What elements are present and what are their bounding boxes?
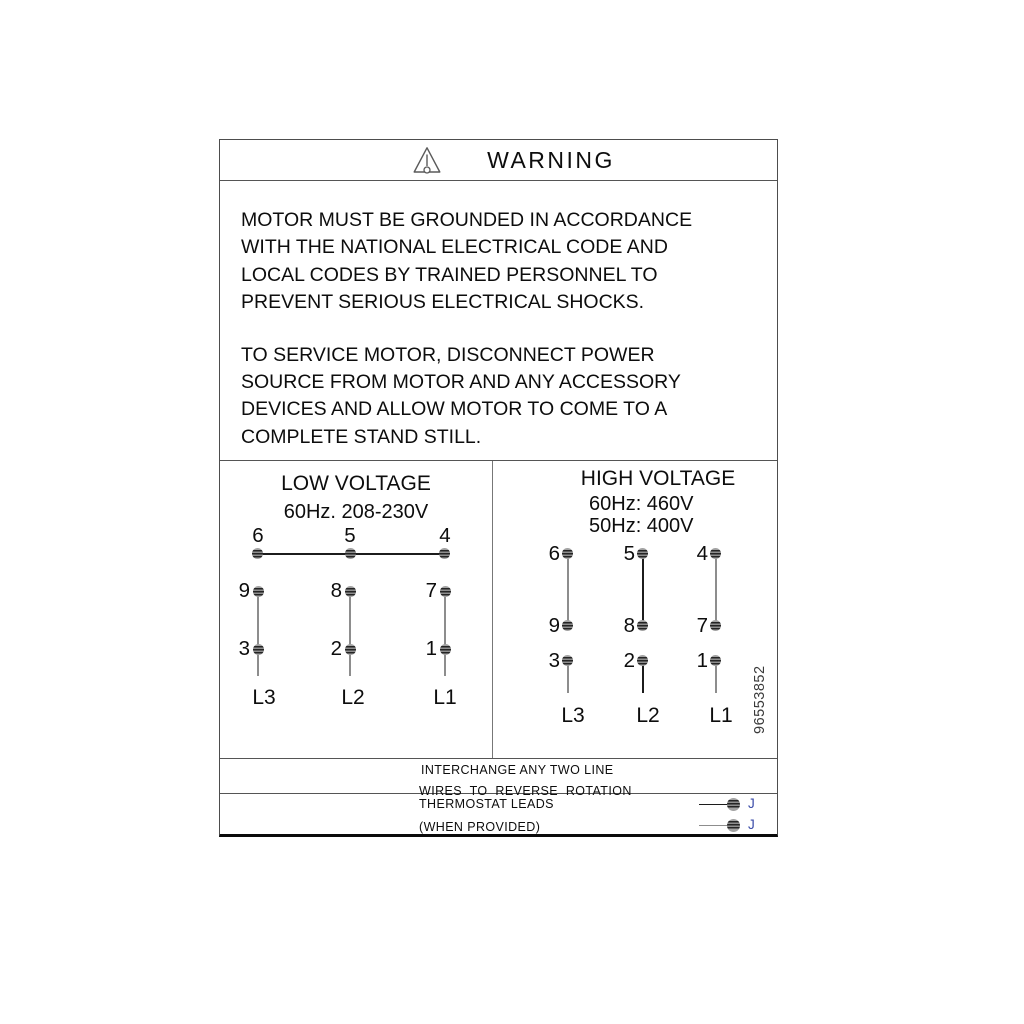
terminal-number: 3 — [238, 637, 250, 660]
part-number: 96553852 — [752, 665, 768, 735]
wiring-diagrams-section — [220, 461, 777, 759]
wire-8-2-l2 — [349, 592, 351, 676]
thermostat-lead-terminal-2 — [727, 819, 740, 832]
low-voltage-title: LOW VOLTAGE — [281, 472, 431, 495]
terminal-number: 7 — [696, 614, 708, 637]
terminal-number: 9 — [238, 579, 250, 602]
screw-terminal — [345, 586, 356, 597]
screw-terminal — [562, 548, 573, 559]
screw-terminal — [252, 548, 263, 559]
wire-7-1-l1 — [444, 592, 446, 676]
screw-terminal — [710, 655, 721, 666]
high-voltage-panel — [493, 461, 777, 758]
line-label-l2: L2 — [341, 686, 365, 709]
terminal-number: 1 — [425, 637, 437, 660]
screw-terminal — [637, 655, 648, 666]
motor-warning-label — [219, 139, 778, 837]
line-label-l1: L1 — [433, 686, 457, 709]
high-voltage-50hz: 50Hz: 400V — [589, 515, 694, 537]
terminal-number: 2 — [623, 649, 635, 672]
line-label-l3: L3 — [561, 704, 585, 727]
thermostat-lead-wire-2 — [699, 825, 729, 826]
screw-terminal — [710, 620, 721, 631]
warning-line: COMPLETE STAND STILL. — [241, 425, 482, 448]
warning-triangle-icon — [412, 146, 442, 174]
terminal-number: 4 — [696, 542, 708, 565]
wire-5-8 — [642, 554, 644, 626]
rotation-note-line2: WIRES TO REVERSE ROTATION — [419, 784, 632, 798]
grounding-warning-paragraph — [241, 207, 759, 317]
warning-line: MOTOR MUST BE GROUNDED IN ACCORDANCE — [241, 209, 693, 231]
warning-header — [220, 140, 777, 181]
warning-line: WITH THE NATIONAL ELECTRICAL CODE AND — [241, 236, 668, 259]
screw-terminal — [440, 644, 451, 655]
warning-line: LOCAL CODES BY TRAINED PERSONNEL TO — [241, 263, 658, 286]
warning-title: WARNING — [487, 146, 615, 173]
terminal-number: 2 — [330, 637, 342, 660]
warning-text-section — [220, 181, 777, 461]
line-label-l2: L2 — [636, 704, 660, 727]
service-warning-paragraph — [241, 342, 759, 452]
thermostat-leads-line2: (WHEN PROVIDED) — [419, 820, 541, 834]
terminal-number: 5 — [623, 542, 635, 565]
screw-terminal — [440, 586, 451, 597]
high-voltage-title: HIGH VOLTAGE — [580, 467, 736, 490]
screw-terminal — [562, 620, 573, 631]
screw-terminal — [345, 644, 356, 655]
screw-terminal — [710, 548, 721, 559]
screw-terminal — [253, 586, 264, 597]
terminal-number: 8 — [330, 579, 342, 602]
thermostat-lead-label-1: J — [748, 796, 755, 811]
low-voltage-panel — [220, 461, 493, 758]
warning-line: PREVENT SERIOUS ELECTRICAL SHOCKS. — [241, 291, 645, 314]
terminal-number: 8 — [623, 614, 635, 637]
terminal-number: 3 — [548, 649, 560, 672]
terminal-number: 1 — [696, 649, 708, 672]
rotation-note-line1: INTERCHANGE ANY TWO LINE — [421, 763, 614, 777]
terminal-number: 6 — [548, 542, 560, 565]
low-voltage-subtitle: 60Hz. 208-230V — [283, 501, 429, 523]
screw-terminal — [637, 548, 648, 559]
line-label-l3: L3 — [252, 686, 276, 709]
terminal-number: 7 — [425, 579, 437, 602]
warning-line: TO SERVICE MOTOR, DISCONNECT POWER — [241, 343, 655, 366]
screw-terminal — [345, 548, 356, 559]
screw-terminal — [562, 655, 573, 666]
wire-6-9 — [567, 554, 569, 626]
thermostat-leads-line1: THERMOSTAT LEADS — [419, 797, 554, 811]
warning-line: SOURCE FROM MOTOR AND ANY ACCESSORY — [241, 371, 681, 394]
high-voltage-60hz: 60Hz: 460V — [589, 493, 694, 515]
warning-line: DEVICES AND ALLOW MOTOR TO COME TO A — [241, 398, 668, 421]
terminal-number: 4 — [439, 524, 451, 547]
line-label-l1: L1 — [709, 704, 733, 727]
rotation-note-row — [220, 759, 777, 798]
screw-terminal — [637, 620, 648, 631]
terminal-number: 5 — [344, 524, 356, 547]
terminal-number: 9 — [548, 614, 560, 637]
screw-terminal — [439, 548, 450, 559]
thermostat-lead-label-2: J — [748, 817, 755, 832]
screw-terminal — [253, 644, 264, 655]
thermostat-lead-wire-1 — [699, 804, 729, 805]
thermostat-lead-terminal-1 — [727, 798, 740, 811]
terminal-number: 6 — [252, 524, 264, 547]
wire-4-7 — [715, 554, 717, 626]
wire-9-3-l3 — [257, 592, 259, 676]
thermostat-leads-row — [220, 794, 777, 838]
